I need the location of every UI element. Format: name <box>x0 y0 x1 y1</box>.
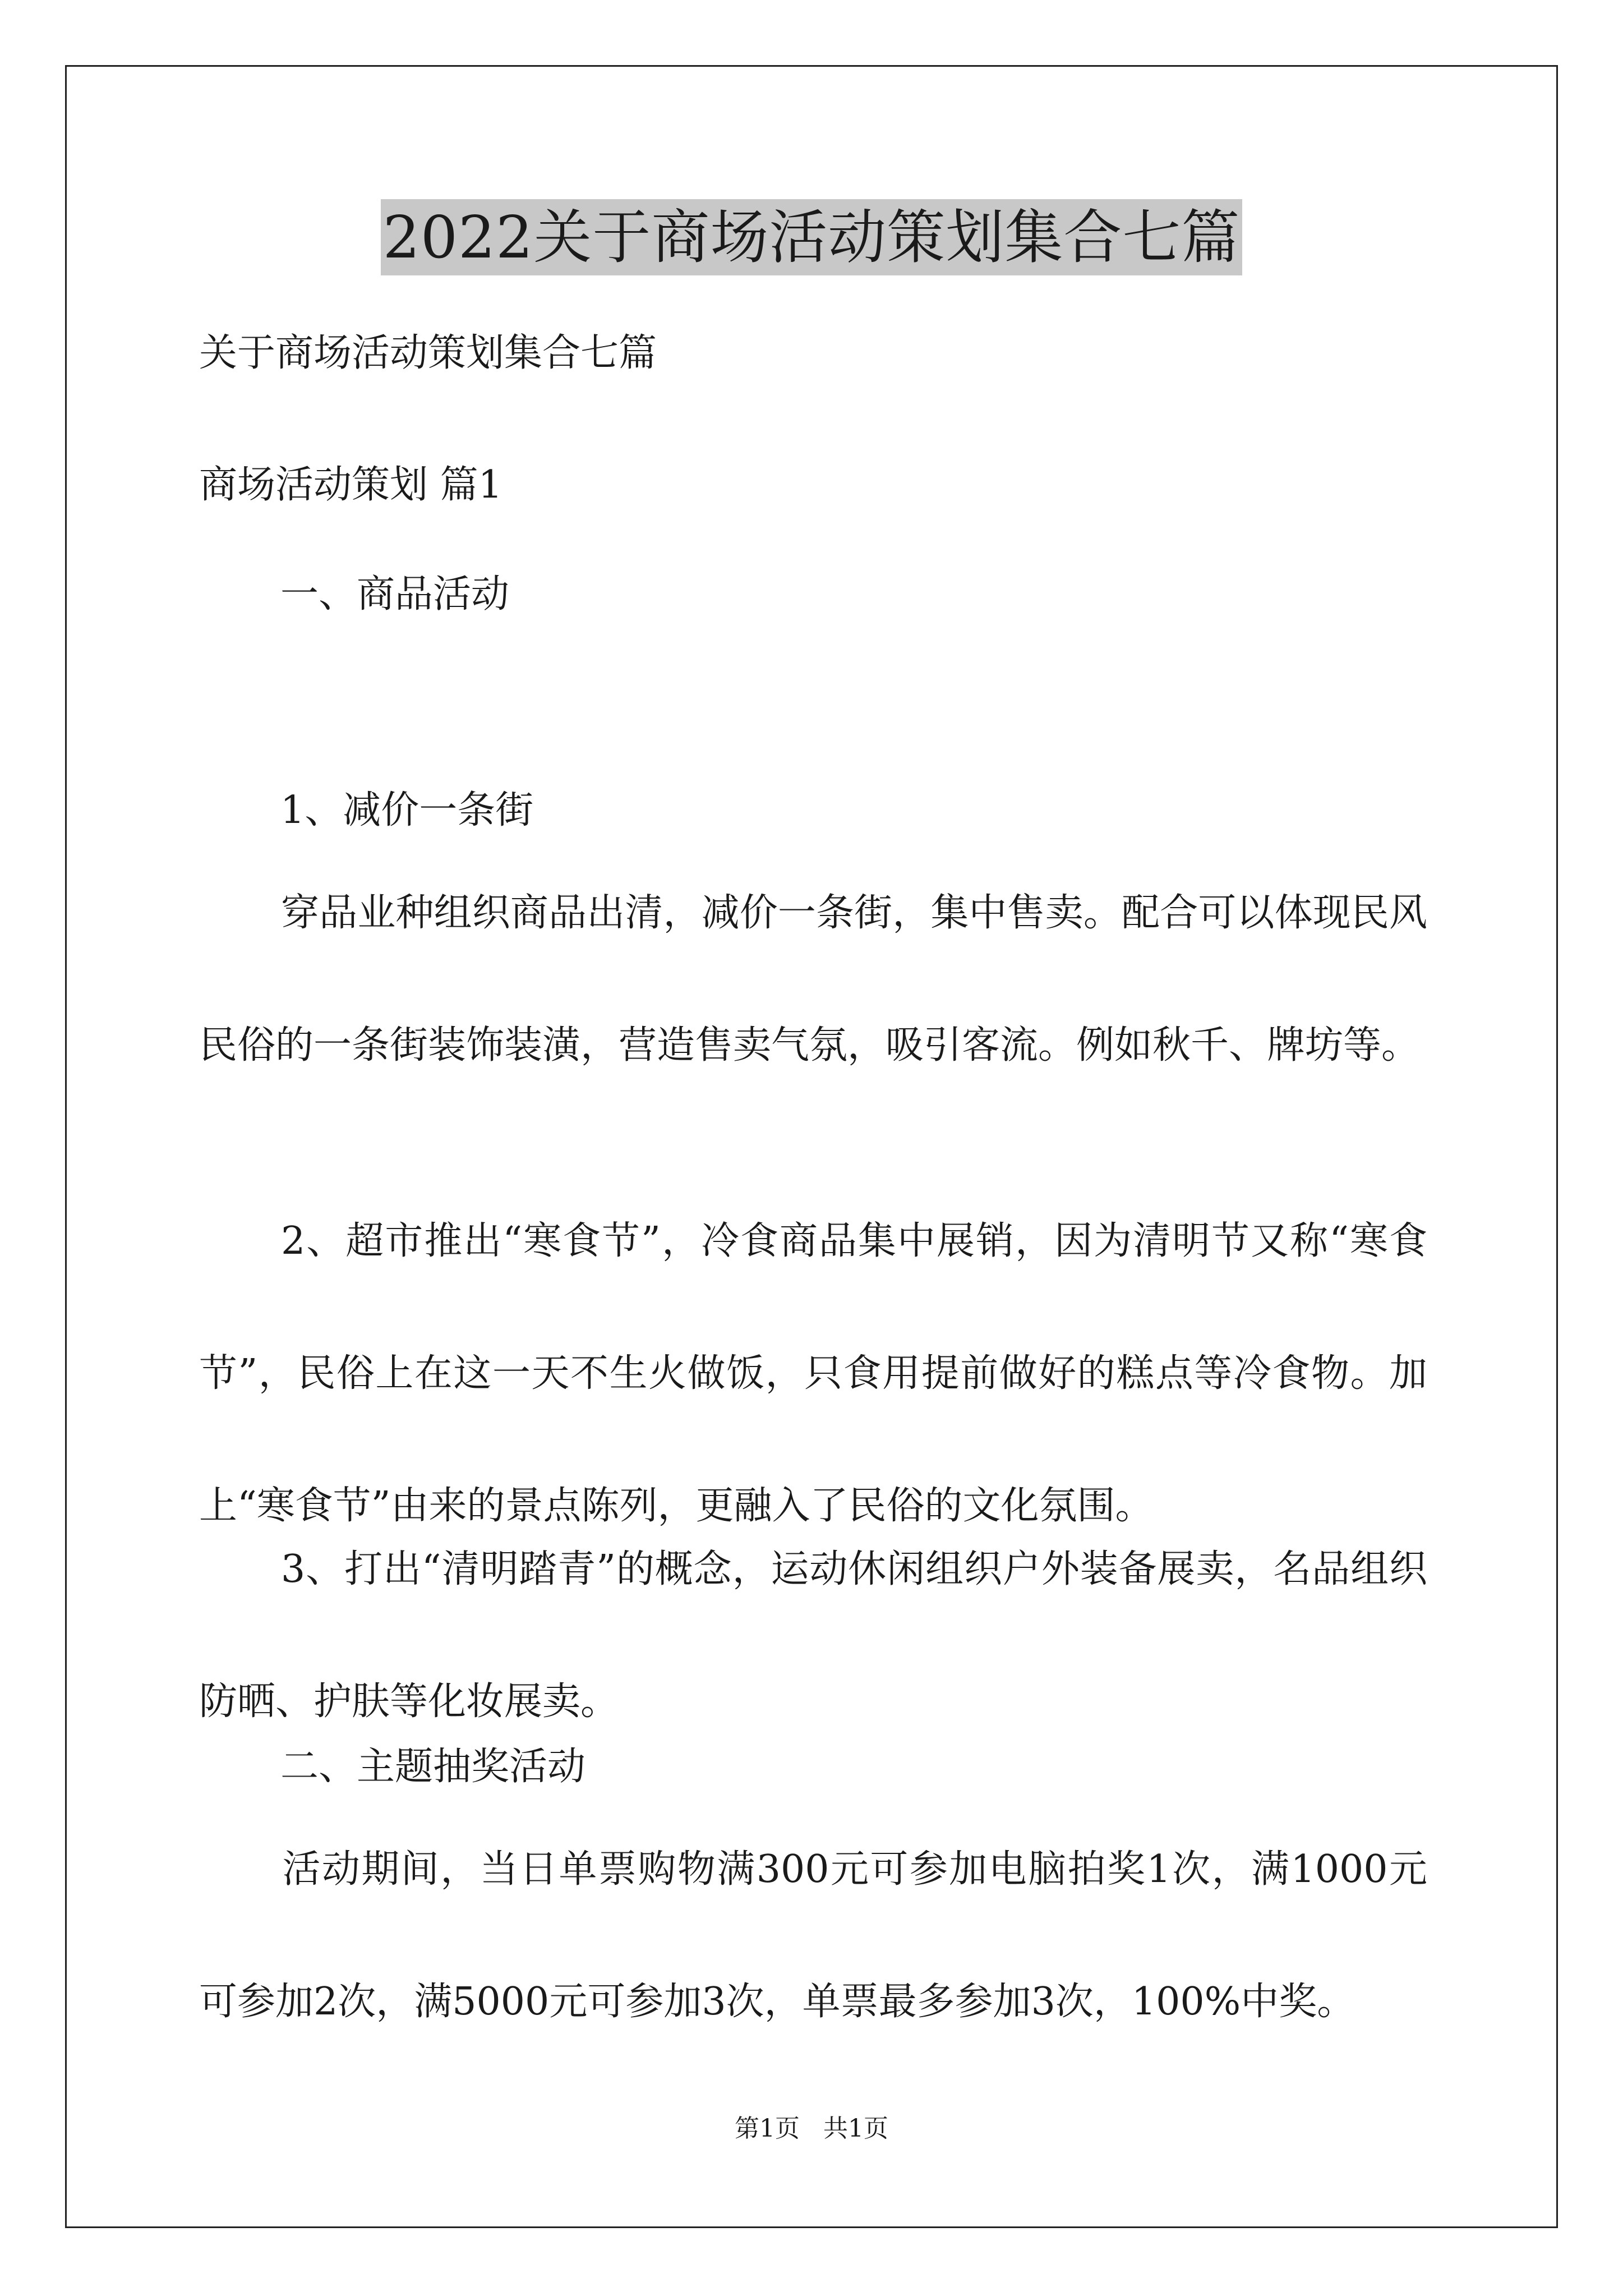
page-footer: 第1页 共1页 <box>735 2114 888 2143</box>
paragraph-1: 穿品业种组织商品出清，减价一条街，集中售卖。配合可以体现民风民俗的一条街装饰装潢，营造售卖气氛，吸引客流。例如秋千、牌坊等。 <box>199 891 1427 1068</box>
heading-1: 一、商品活动 <box>280 572 510 616</box>
document-title <box>0 199 1623 275</box>
document-subtitle: 关于商场活动策划集合七篇 <box>199 331 657 375</box>
paragraph-4: 活动期间，当日单票购物满300元可参加电脑拍奖1次，满1000元可参加2次，满5000元可参加3次，单票最多参加3次，100%中奖。 <box>199 1847 1427 2024</box>
item-1-heading: 1、减价一条街 <box>280 788 534 832</box>
document-title-text: 2022关于商场活动策划集合七篇 <box>381 199 1243 275</box>
paragraph-2: 2、超市推出“寒食节”，冷食商品集中展销，因为清明节又称“寒食节”，民俗上在这一天不生火做饭，只食用提前做好的糕点等冷食物。加上“寒食节”由来的景点陈列，更融入了民俗的文化氛围。 <box>199 1219 1427 1528</box>
section-heading: 商场活动策划 篇1 <box>199 463 502 507</box>
paragraph-3: 3、打出“清明踏青”的概念，运动休闲组织户外装备展卖，名品组织防晒、护肤等化妆展卖。 <box>199 1547 1427 1724</box>
heading-2: 二、主题抽奖活动 <box>280 1745 586 1789</box>
